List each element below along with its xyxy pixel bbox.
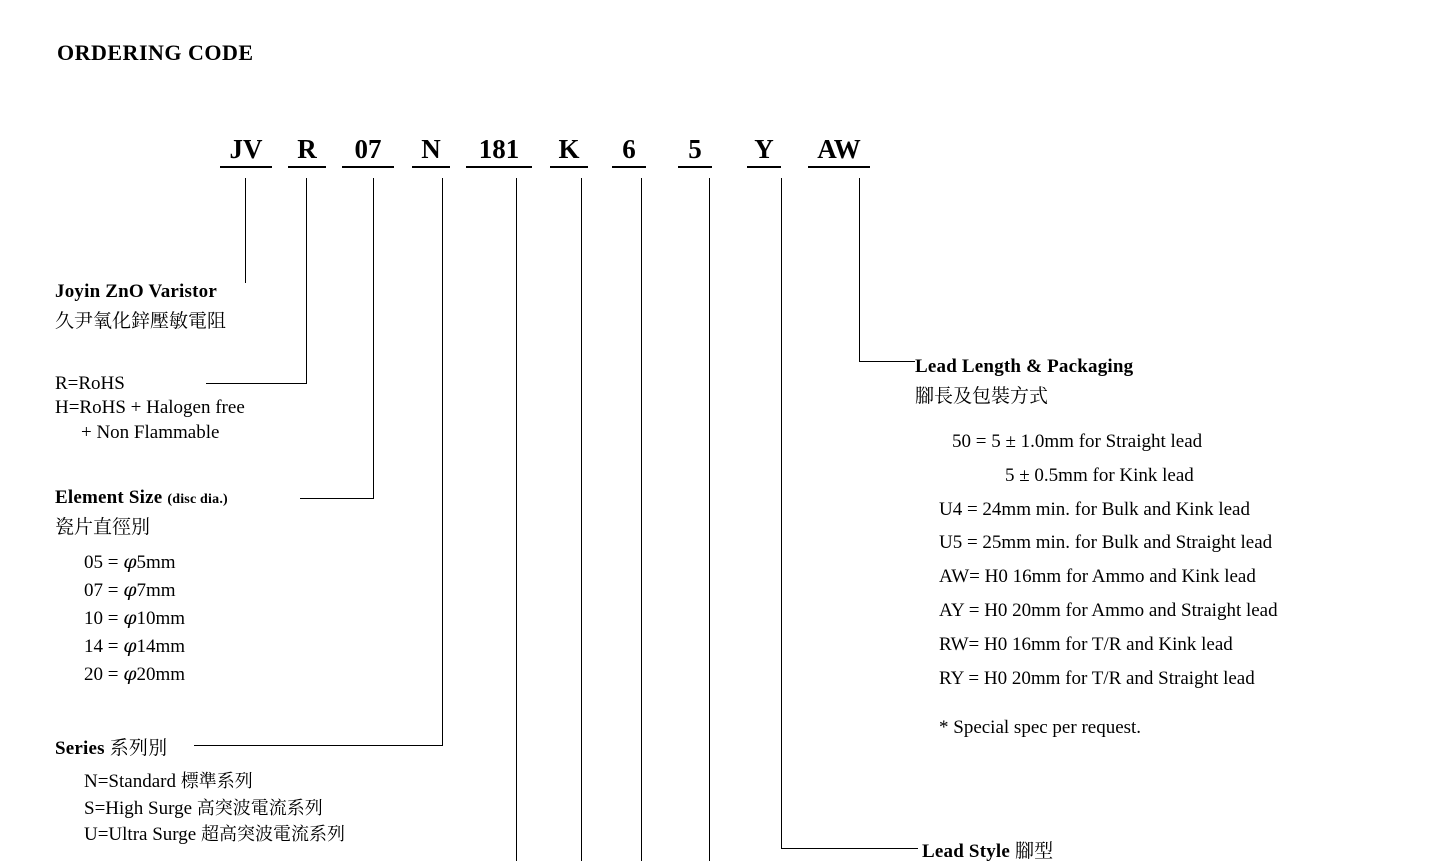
- callout-joyin-title: Joyin ZnO Varistor: [55, 281, 217, 302]
- callout-element-size-title-sub: (disc dia.): [167, 492, 228, 507]
- leader-line-lead-length-vertical: [859, 178, 860, 361]
- callout-rohs-line-1: R=RoHS: [55, 373, 125, 394]
- callout-joyin-title-cn: 久尹氧化鋅壓敏電阻: [55, 311, 227, 332]
- code-underline: [678, 166, 712, 168]
- element-size-code: 10: [84, 607, 103, 629]
- code-underline: [612, 166, 646, 168]
- element-size-diameter: 5mm: [136, 552, 176, 573]
- element-size-row: [84, 549, 228, 577]
- leader-line-rohs-vertical: [306, 178, 307, 383]
- callout-lead-length-title-cn: 腳長及包裝方式: [915, 386, 1049, 407]
- series-code: S=High Surge: [84, 797, 197, 819]
- code-underline: [550, 166, 588, 168]
- lead-length-row: 5 ± 0.5mm for Kink lead: [1005, 464, 1194, 486]
- code-underline: [412, 166, 450, 168]
- code-underline: [220, 166, 272, 168]
- lead-length-row: AW= H0 16mm for Ammo and Kink lead: [939, 566, 1256, 588]
- element-size-diameter: 7mm: [136, 579, 176, 601]
- phi-symbol: φ: [123, 634, 137, 657]
- leader-line-lead-length-horizontal: [859, 361, 915, 362]
- leader-line-tolerance: [581, 178, 582, 861]
- leader-line-series-vertical: [442, 178, 443, 745]
- callout-element-size-title-cn: 瓷片直徑別: [55, 517, 151, 538]
- leader-line-element-size-vertical: [373, 178, 374, 498]
- leader-line-option-5: [709, 178, 710, 861]
- series-row: [84, 769, 345, 796]
- code-segment: N: [412, 134, 450, 168]
- code-underline: [747, 166, 781, 168]
- page-title: ORDERING CODE: [57, 40, 254, 65]
- callout-series-title: [55, 733, 345, 760]
- code-segment: Y: [747, 134, 781, 168]
- lead-length-row: 50 = 5 ± 1.0mm for Straight lead: [952, 431, 1203, 452]
- code-underline: [288, 166, 326, 168]
- element-size-code: 20: [84, 663, 103, 685]
- callout-lead-length-note: * Special spec per request.: [939, 716, 1142, 738]
- code-segment: 6: [612, 134, 646, 168]
- element-size-code: 07: [84, 579, 103, 601]
- callout-rohs-line-2: H=RoHS + Halogen free: [55, 397, 245, 419]
- series-code-cn: 高突波電流系列: [196, 797, 323, 818]
- code-segment: R: [288, 134, 326, 168]
- phi-symbol: φ: [123, 578, 137, 601]
- code-segment: 07: [342, 134, 394, 168]
- element-size-diameter: 10mm: [136, 607, 186, 629]
- code-segment: JV: [220, 134, 272, 168]
- element-size-row: [84, 661, 228, 689]
- lead-length-row: U4 = 24mm min. for Bulk and Kink lead: [939, 498, 1250, 520]
- callout-lead-style: [922, 836, 1053, 861]
- series-code: N=Standard: [84, 771, 181, 792]
- code-segment: AW: [808, 134, 870, 168]
- callout-element-size-title-en: Element Size: [55, 487, 163, 508]
- series-code: U=Ultra Surge: [84, 824, 201, 846]
- element-size-diameter: 20mm: [136, 663, 186, 685]
- callout-series-list: [55, 769, 345, 849]
- lead-length-row: AY = H0 20mm for Ammo and Straight lead: [939, 600, 1278, 622]
- element-size-equals: =: [107, 607, 119, 629]
- code-underline: [342, 166, 394, 168]
- code-underline: [808, 166, 870, 168]
- phi-symbol: φ: [123, 606, 137, 629]
- callout-element-size: [55, 487, 228, 689]
- leader-line-option-6: [641, 178, 642, 861]
- element-size-code: 14: [84, 635, 103, 657]
- lead-length-row: RY = H0 20mm for T/R and Straight lead: [939, 667, 1255, 689]
- element-size-equals: =: [107, 635, 119, 657]
- element-size-diameter: 14mm: [136, 635, 186, 657]
- callout-lead-length-title: Lead Length & Packaging: [915, 356, 1134, 377]
- element-size-row: [84, 577, 228, 605]
- series-row: [84, 796, 345, 823]
- element-size-row: [84, 605, 228, 633]
- callout-series-title-cn: 系列別: [109, 738, 168, 759]
- code-segment: 5: [678, 134, 712, 168]
- callout-element-size-list: [55, 549, 228, 689]
- element-size-equals: =: [107, 552, 119, 573]
- callout-rohs: [55, 372, 245, 445]
- code-segment: K: [550, 134, 588, 168]
- callout-series-title-en: Series: [55, 738, 105, 759]
- lead-length-row: RW= H0 16mm for T/R and Kink lead: [939, 633, 1233, 655]
- lead-length-row: U5 = 25mm min. for Bulk and Straight lead: [939, 532, 1273, 554]
- code-segment: 181: [466, 134, 532, 168]
- leader-line-lead-style-horizontal: [781, 848, 918, 849]
- phi-symbol: φ: [123, 551, 137, 573]
- phi-symbol: φ: [123, 662, 137, 685]
- element-size-equals: =: [107, 579, 119, 601]
- callout-lead-length-packaging: [915, 356, 1278, 740]
- callout-lead-style-title-cn: 腳型: [1014, 841, 1054, 861]
- leader-line-lead-style-vertical: [781, 178, 782, 848]
- callout-joyin-zno-varistor: [55, 281, 226, 333]
- element-size-code: 05: [84, 552, 103, 573]
- code-underline: [466, 166, 532, 168]
- series-code-cn: 超高突波電流系列: [200, 824, 345, 845]
- callout-element-size-title: [55, 487, 228, 509]
- series-row: [84, 822, 345, 849]
- callout-lead-length-list: [915, 425, 1278, 696]
- leader-line-varistor-voltage: [516, 178, 517, 861]
- callout-rohs-line-3: + Non Flammable: [81, 421, 220, 443]
- leader-line-jv: [245, 178, 246, 283]
- element-size-row: [84, 633, 228, 661]
- element-size-equals: =: [107, 663, 119, 685]
- callout-series: [55, 733, 345, 849]
- leader-line-element-size-horizontal: [300, 498, 374, 499]
- callout-lead-style-title-en: Lead Style: [922, 841, 1011, 861]
- series-code-cn: 標準系列: [180, 771, 253, 791]
